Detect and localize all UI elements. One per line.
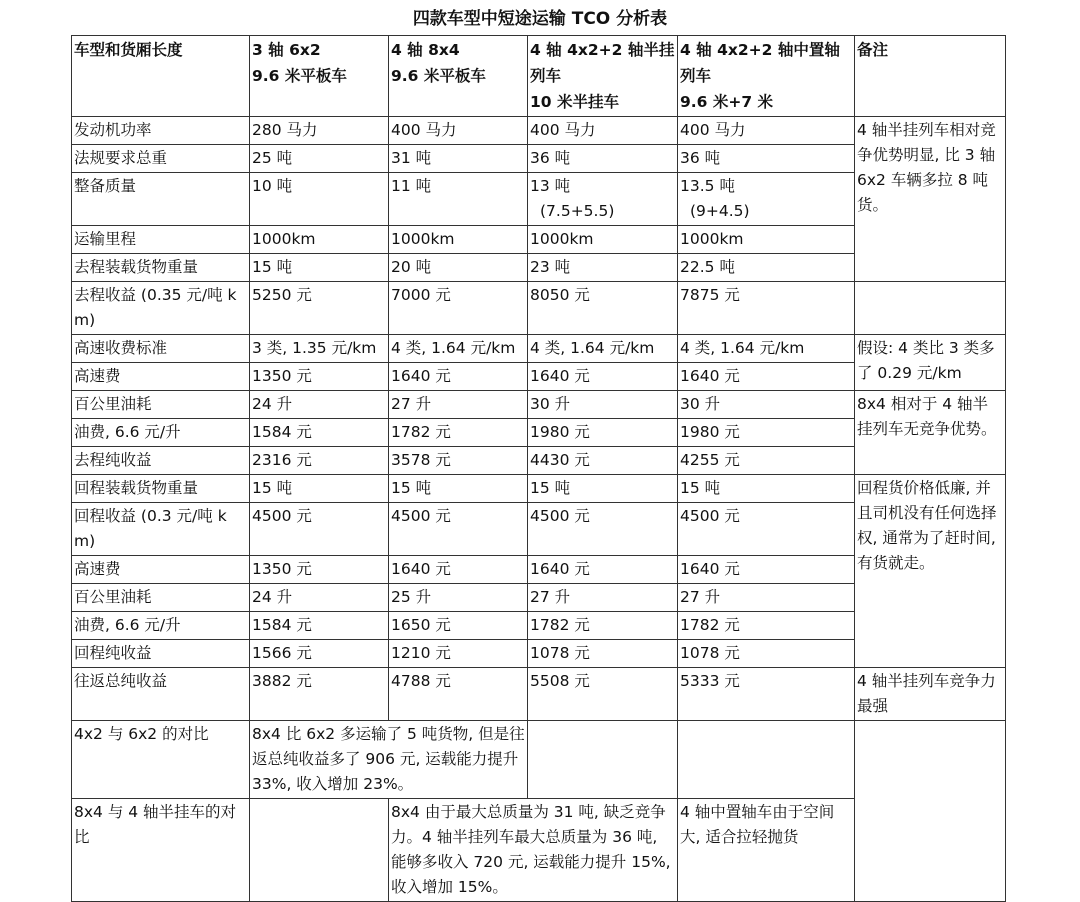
row-label: 去程装载货物重量 (72, 254, 250, 282)
table-cell: 4500 元 (528, 503, 678, 556)
table-cell: 15 吨 (250, 254, 389, 282)
row-label: 回程装载货物重量 (72, 475, 250, 503)
table-cell: 1000km (678, 226, 855, 254)
table-cell: 1640 元 (528, 556, 678, 584)
table-cell: 1000km (250, 226, 389, 254)
table-cell: 15 吨 (528, 475, 678, 503)
row-label: 往返总纯收益 (72, 668, 250, 721)
table-cell: 3578 元 (389, 447, 528, 475)
table-cell: 5333 元 (678, 668, 855, 721)
table-cell: 30 升 (678, 391, 855, 419)
header-vehicle-2: 4 轴 8x4 9.6 米平板车 (389, 36, 528, 117)
table-cell: 31 吨 (389, 145, 528, 173)
row-label: 法规要求总重 (72, 145, 250, 173)
table-cell: 4 类, 1.64 元/km (389, 335, 528, 363)
table-cell: 2316 元 (250, 447, 389, 475)
empty-note-cell (855, 721, 1006, 902)
table-cell: 1980 元 (678, 419, 855, 447)
row-label: 高速费 (72, 556, 250, 584)
table-cell: 1000km (389, 226, 528, 254)
comparison-note: 4 轴中置轴车由于空间大, 适合拉轻抛货 (678, 799, 855, 902)
table-cell: 1350 元 (250, 363, 389, 391)
header-vehicle-4: 4 轴 4x2+2 轴中置轴 列车 9.6 米+7 米 (678, 36, 855, 117)
comparison-label: 8x4 与 4 轴半挂车的对比 (72, 799, 250, 902)
row-label: 发动机功率 (72, 117, 250, 145)
table-cell: 24 升 (250, 584, 389, 612)
table-cell: 11 吨 (389, 173, 528, 226)
empty-cell (250, 799, 389, 902)
table-cell: 4500 元 (250, 503, 389, 556)
table-cell: 1584 元 (250, 612, 389, 640)
table-cell: 15 吨 (250, 475, 389, 503)
table-cell: 36 吨 (678, 145, 855, 173)
row-label: 整备质量 (72, 173, 250, 226)
table-cell: 4 类, 1.64 元/km (528, 335, 678, 363)
table-cell: 5508 元 (528, 668, 678, 721)
table-cell: 1584 元 (250, 419, 389, 447)
table-cell: 3882 元 (250, 668, 389, 721)
row-label: 百公里油耗 (72, 391, 250, 419)
table-row (72, 391, 1006, 419)
table-cell: 30 升 (528, 391, 678, 419)
table-row (72, 335, 1006, 363)
table-cell: 1640 元 (678, 363, 855, 391)
table-cell: 15 吨 (678, 475, 855, 503)
table-cell: 10 吨 (250, 173, 389, 226)
table-cell: 400 马力 (528, 117, 678, 145)
note-cell: 回程货价格低廉, 并且司机没有任何选择权, 通常为了赶时间, 有货就走。 (855, 475, 1006, 668)
header-vehicle-3: 4 轴 4x2+2 轴半挂 列车 10 米半挂车 (528, 36, 678, 117)
row-label: 油费, 6.6 元/升 (72, 419, 250, 447)
table-cell: 23 吨 (528, 254, 678, 282)
table-cell: 1640 元 (389, 556, 528, 584)
table-cell: 1782 元 (528, 612, 678, 640)
table-cell: 7000 元 (389, 282, 528, 335)
header-notes: 备注 (855, 36, 1006, 117)
table-cell: 1782 元 (389, 419, 528, 447)
header-row (72, 36, 1006, 117)
row-label: 运输里程 (72, 226, 250, 254)
table-cell: 15 吨 (389, 475, 528, 503)
table-cell: 4500 元 (389, 503, 528, 556)
table-cell: 27 升 (678, 584, 855, 612)
note-cell: 4 轴半挂列车相对竞争优势明显, 比 3 轴 6x2 车辆多拉 8 吨货。 (855, 117, 1006, 282)
table-row (72, 282, 1006, 335)
table-cell: 1210 元 (389, 640, 528, 668)
note-cell: 8x4 相对于 4 轴半挂列车无竞争优势。 (855, 391, 1006, 475)
table-cell: 1650 元 (389, 612, 528, 640)
table-cell: 7875 元 (678, 282, 855, 335)
table-cell: 1566 元 (250, 640, 389, 668)
table-cell: 1640 元 (678, 556, 855, 584)
table-cell: 8050 元 (528, 282, 678, 335)
table-cell: 22.5 吨 (678, 254, 855, 282)
table-cell: 5250 元 (250, 282, 389, 335)
table-cell: 1000km (528, 226, 678, 254)
note-cell: 4 轴半挂列车竞争力最强 (855, 668, 1006, 721)
row-label: 高速费 (72, 363, 250, 391)
table-cell: 20 吨 (389, 254, 528, 282)
row-label: 回程纯收益 (72, 640, 250, 668)
table-cell: 36 吨 (528, 145, 678, 173)
comparison-label: 4x2 与 6x2 的对比 (72, 721, 250, 799)
table-row (72, 668, 1006, 721)
row-label: 去程纯收益 (72, 447, 250, 475)
note-cell: 假设: 4 类比 3 类多了 0.29 元/km (855, 335, 1006, 391)
table-cell: 27 升 (389, 391, 528, 419)
table-cell: 27 升 (528, 584, 678, 612)
row-label: 油费, 6.6 元/升 (72, 612, 250, 640)
row-label: 回程收益 (0.3 元/吨 km) (72, 503, 250, 556)
table-cell: 25 吨 (250, 145, 389, 173)
comparison-text: 8x4 比 6x2 多运输了 5 吨货物, 但是往返总纯收益多了 906 元, 运载能力提升 33%, 收入增加 23%。 (250, 721, 528, 799)
header-vehicle-1: 3 轴 6x2 9.6 米平板车 (250, 36, 389, 117)
row-label: 去程收益 (0.35 元/吨 km) (72, 282, 250, 335)
table-cell: 13 吨 (7.5+5.5) (528, 173, 678, 226)
table-row (72, 475, 1006, 503)
table-cell: 400 马力 (678, 117, 855, 145)
table-cell: 400 马力 (389, 117, 528, 145)
empty-note-cell (855, 282, 1006, 335)
table-cell: 4 类, 1.64 元/km (678, 335, 855, 363)
table-cell: 4255 元 (678, 447, 855, 475)
comparison-text: 8x4 由于最大总质量为 31 吨, 缺乏竞争力。4 轴半挂列车最大总质量为 36 吨, 能够多收入 720 元, 运载能力提升 15%, 收入增加 15%。 (389, 799, 678, 902)
table-cell: 1078 元 (678, 640, 855, 668)
row-label: 百公里油耗 (72, 584, 250, 612)
header-label: 车型和货厢长度 (72, 36, 250, 117)
empty-cell (678, 721, 855, 799)
table-cell: 3 类, 1.35 元/km (250, 335, 389, 363)
table-cell: 13.5 吨 (9+4.5) (678, 173, 855, 226)
empty-cell (528, 721, 678, 799)
table-cell: 1980 元 (528, 419, 678, 447)
table-title: 四款车型中短途运输 TCO 分析表 (412, 9, 668, 29)
tco-table (71, 35, 1006, 902)
table-row (72, 117, 1006, 145)
table-cell: 25 升 (389, 584, 528, 612)
table-cell: 1078 元 (528, 640, 678, 668)
table-cell: 1640 元 (528, 363, 678, 391)
table-cell: 24 升 (250, 391, 389, 419)
table-cell: 280 马力 (250, 117, 389, 145)
table-cell: 4788 元 (389, 668, 528, 721)
table-cell: 1350 元 (250, 556, 389, 584)
table-cell: 1640 元 (389, 363, 528, 391)
table-cell: 1782 元 (678, 612, 855, 640)
table-cell: 4500 元 (678, 503, 855, 556)
table-cell: 4430 元 (528, 447, 678, 475)
row-label: 高速收费标准 (72, 335, 250, 363)
comparison-row (72, 721, 1006, 799)
